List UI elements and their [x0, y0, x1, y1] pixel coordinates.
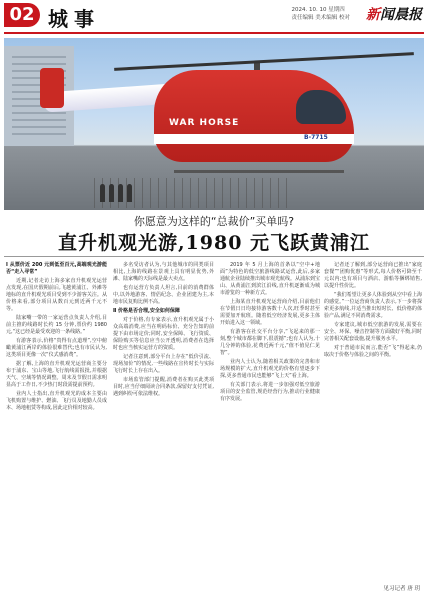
section-number-badge: 02 [4, 3, 40, 27]
body-paragraph: 也有运营方负责人坦言,目前的消费群体中,以外地游客、情侣纪念、企业团建为主,本地市民复购比例不高。 [113, 285, 214, 305]
body-paragraph: 陆家嘴一带的一家运营点负责人介绍,目前主推的线路时长约 15 分钟,票价约 1980 元,“这已经是最受欢迎的一条线路。” [6, 315, 107, 335]
body-paragraph: 多名受访者认为,与其他城市的同类项目相比,上海的线路在景观上具有明显优势,外滩、陆家嘴的天际线是最大卖点。 [113, 262, 214, 282]
body-paragraph: 业内人士指出,直升机观光的成本主要由飞机购置与维护、燃油、飞行员及地勤人员成本、场地租赁等构成,因此定价相对较高。 [6, 391, 107, 411]
rotor-blade [114, 52, 414, 71]
helicopter-registration: B-7715 [304, 134, 328, 141]
body-paragraph: “我们希望让更多人体验到从空中看上海的感觉。”一位运营商负责人表示,下一步将探索更多航线,并适当推出短时长、低价格的体验产品,满足不同消费需求。 [324, 292, 422, 319]
body-paragraph: 有游客在社交平台分享,“飞起来的那一刻,整个城市都在脚下,很震撼”;也有人认为,十几分钟的体验,花费近两千元,“值不值见仁见智”。 [220, 329, 320, 356]
body-column-2 [113, 262, 214, 400]
body-paragraph: 2019 年 5 月上海的首条以“空中+地面”为特色的低空旅游线路试运营,此后,多家通航企业陆续推出城市观光航线。从浦东到宝山、从黄浦江到滨江沿线,直升机逐渐成为城市游览的一种新方式。 [220, 262, 321, 296]
helicopter-fin [40, 68, 64, 108]
helicopter-wordmark: WAR HORSE [169, 118, 240, 128]
logo-prefix: 新 [366, 7, 380, 23]
section-heading: Ⅱ 价格是否合理,安全如何保障 [113, 308, 180, 314]
body-paragraph: 据了解,上海的直升机观光运营商主要分布于浦东、宝山等地,飞行航线需报批,并根据天气、空域等情况调整。周末及节假日需求明显高于工作日,不少热门时段需提前预约。 [6, 361, 107, 388]
body-paragraph: 上海某直升机观光运营商介绍,目前他们在节假日日均接待游客数十人次,旺季时甚至需要加开航班。随着低空经济发展,更多主体开始进入这一领域。 [220, 299, 320, 326]
article-headline: 直升机观光游,1980 元飞跃黄浦江 [57, 232, 371, 254]
body-paragraph: 记者注意到,部分平台上存在“低价引流、现场加价”的情况,一些线路在宣传时长与实际飞行时长上存在出入。 [113, 354, 214, 374]
masthead-rule [4, 32, 424, 34]
body-column-1 [6, 262, 107, 414]
body-column-4 [324, 262, 422, 361]
helicopter-photo [4, 38, 424, 210]
body-paragraph: 有关部门表示,将进一步加强对低空旅游项目的安全监管,规范经营行为,推动行业健康有序发展。 [220, 382, 320, 402]
body-paragraph: 记者还了解到,部分运营商已推出“家庭套餐”“团购优惠”等形式,每人价格可降至千元以内;也有项目与酒店、游船等捆绑销售,以提升性价比。 [324, 262, 422, 289]
body-paragraph: 对于价格,有专家表示,直升机观光属于小众高端消费,应当在明码标价、充分告知的前提下由市场定价;同时,安全保障、飞行资质、保险购买等信息应当公开透明,消费者在选择时也应当核实运营方的资质。 [113, 317, 214, 351]
body-column-3 [220, 262, 320, 405]
headline-rule [4, 256, 424, 257]
body-paragraph: 专家建议,城市低空旅游的发展,需要在安全、环保、噪音控制等方面做好平衡,同时完善相关配套设施,提升服务水平。 [324, 322, 422, 342]
section-name: 城事 [48, 7, 100, 31]
body-paragraph: 业内人士认为,随着相关政策的完善和市场规模的扩大,直升机观光的价格有望逐步下探,更多普通市民也能够“飞上天”看上海。 [220, 359, 320, 379]
article-subtitle: 你愿意为这样的“总裁价”买单吗? [133, 215, 295, 228]
masthead-date: 2024. 10. 10 星期四 [291, 7, 345, 13]
article-byline: 见习记者 唐 玥 [383, 586, 420, 592]
newspaper-logo [366, 4, 422, 24]
landing-skid [174, 170, 344, 173]
logo-main: 闻晨报 [380, 7, 422, 23]
body-paragraph: 近期,记者走访上海多家直升机观光运营点发现,在国庆假期前后,飞越黄浦江、外滩等地标的直升机观光项目受到不少游客关注。从价格来看,部分项目从数百元到近两千元不等。 [6, 278, 107, 312]
masthead-editors: 责任编辑 美术编辑 校对 [291, 15, 350, 21]
body-paragraph: 市场监管部门提醒,消费者在购买此类项目时,应当仔细阅读合同条款,保留好支付凭证,遇到纠纷可依法维权。 [113, 377, 214, 397]
onlookers [100, 172, 140, 202]
section-heading: Ⅰ 从票价近 200 元到低至百元,高端观光游能否“走入寻常” [6, 262, 107, 275]
masthead [0, 0, 428, 40]
body-paragraph: 有游客表示,价格“贵得有点道理”,空中俯瞰黄浦江两岸的体验很难替代;也有市民认为,这类项目更像一次“仪式感消费”。 [6, 338, 107, 358]
body-paragraph: 对于普通市民而言,能否“飞”得起来,仍取决于价格与体验之间的平衡。 [324, 345, 422, 358]
masthead-meta [292, 6, 351, 22]
